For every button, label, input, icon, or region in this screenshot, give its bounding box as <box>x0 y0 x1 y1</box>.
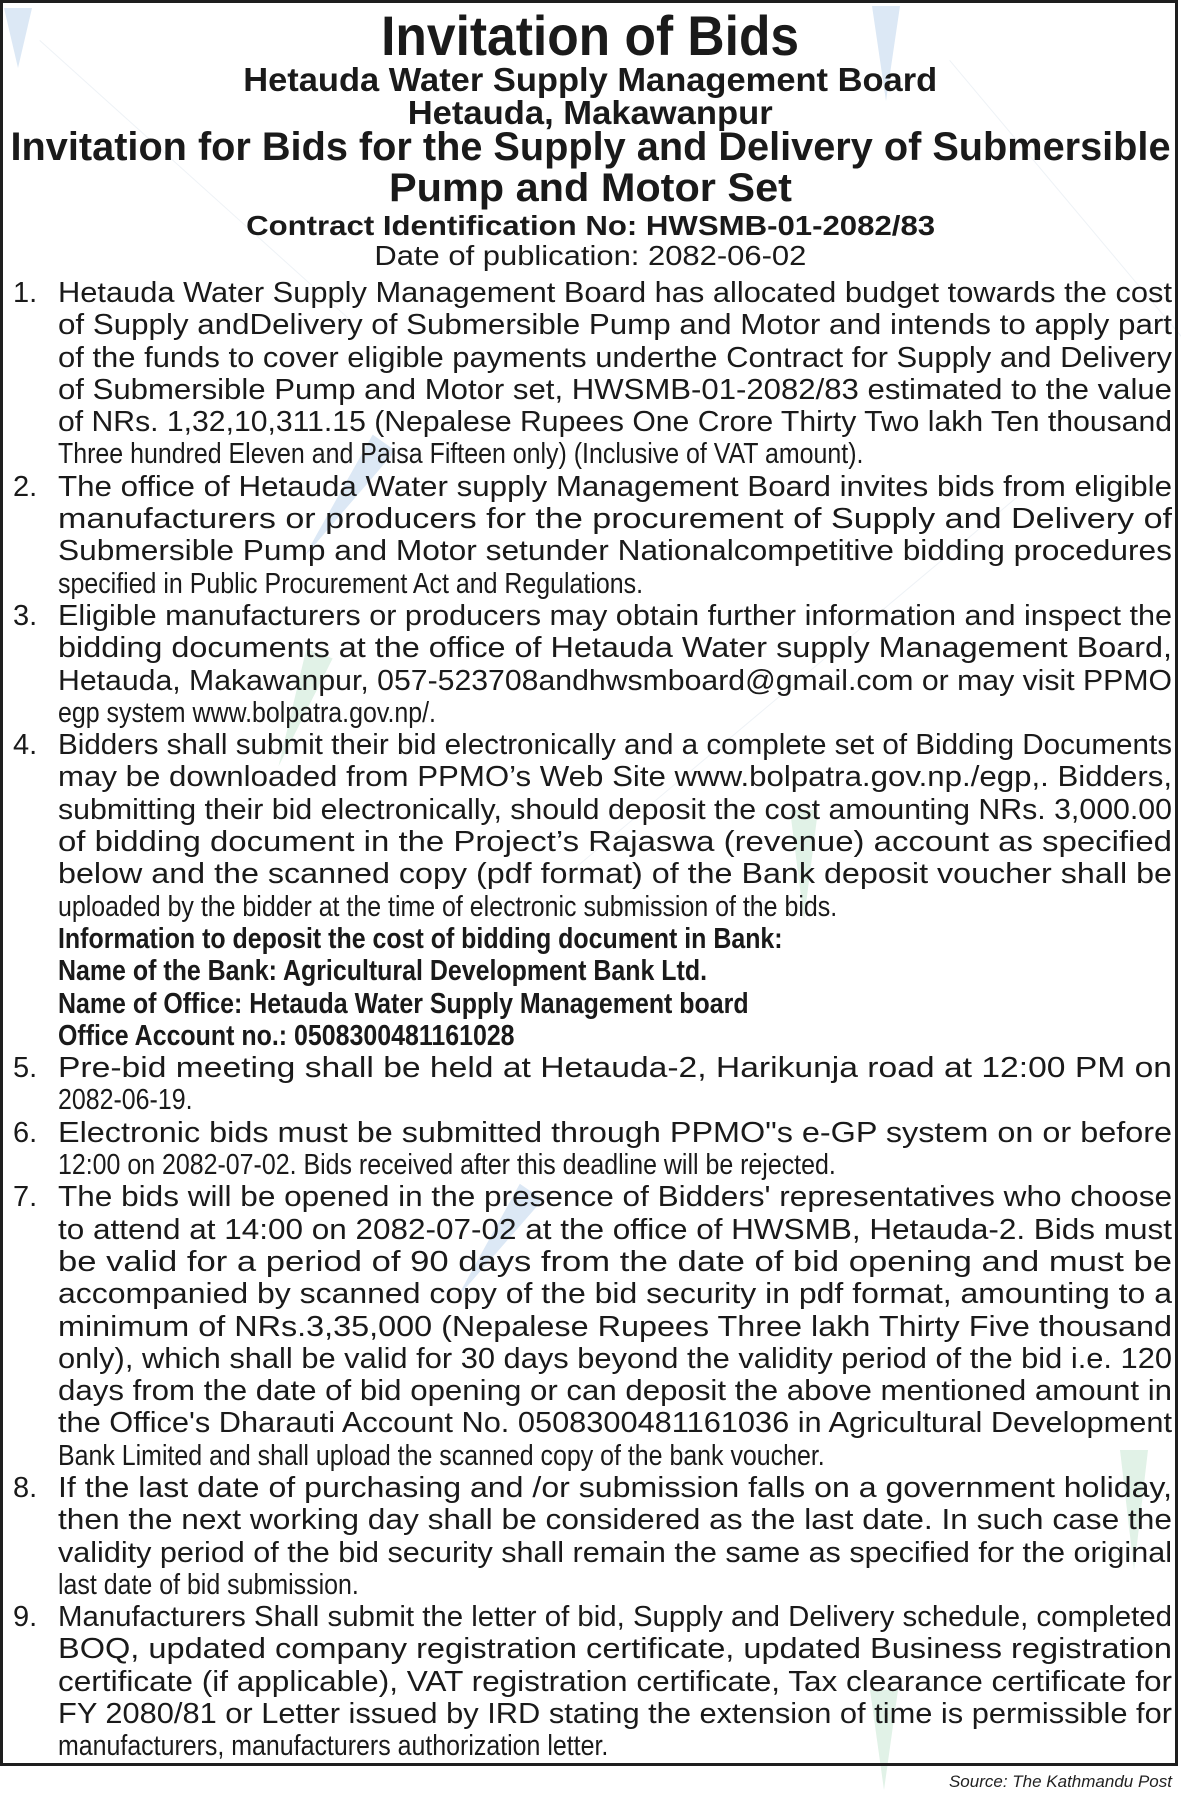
publication-date-text: Date of publication: 2082-06-02 <box>374 240 807 271</box>
item-text-line <box>58 1569 1172 1601</box>
line-text: be valid for a period of 90 days from the date of bid opening and must be <box>58 1245 1172 1278</box>
contract-id <box>0 211 1181 241</box>
item-text-line <box>58 277 1172 309</box>
item-text-line <box>58 1537 1172 1569</box>
line-text: The bids will be opened in the presence of Bidders' representatives who choose <box>58 1181 1172 1214</box>
line-text: to attend at 14:00 on 2082-07-02 at the office of HWSMB, Hetauda-2. Bids must <box>58 1213 1172 1246</box>
item-text-line <box>58 1730 1172 1762</box>
line-text: BOQ, updated company registration certificate, updated Business registration <box>58 1633 1172 1666</box>
line-text: bidding documents at the office of Hetauda Water supply Management Board, <box>58 632 1172 665</box>
headline-line-1-text: Invitation for Bids for the Supply and Delivery of Submersible <box>10 125 1171 169</box>
line-text: Electronic bids must be submitted through PPMO"s e-GP system on or before <box>58 1116 1172 1149</box>
item-number: 3. <box>13 599 38 632</box>
list-item <box>0 600 1181 729</box>
item-text-line <box>58 1504 1172 1536</box>
item-text-line <box>58 503 1172 535</box>
contract-id-text: Contract Identification No: HWSMB-01-2082/83 <box>245 210 935 241</box>
item-text-line <box>58 600 1172 632</box>
line-text: of NRs. 1,32,10,311.15 (Nepalese Rupees One Crore Thirty Two lakh Ten thousand <box>58 406 1172 439</box>
line-text: minimum of NRs.3,35,000 (Nepalese Rupees Three lakh Thirty Five thousand <box>58 1310 1172 1343</box>
item-text-line <box>58 794 1172 826</box>
line-text: egp system www.bolpatra.gov.np/. <box>58 696 436 729</box>
list-item <box>0 1601 1181 1762</box>
item-text-line <box>58 438 1172 470</box>
line-text: Submersible Pump and Motor setunder Nationalcompetitive bidding procedures <box>58 535 1172 568</box>
line-text: Name of the Bank: Agricultural Development Bank Ltd. <box>58 955 708 988</box>
line-text: Information to deposit the cost of bidding document in Bank: <box>58 922 783 955</box>
list-item <box>0 729 1181 1052</box>
line-text: days from the date of bid opening or can deposit the above mentioned amount in <box>58 1375 1172 1408</box>
line-text: Eligible manufacturers or producers may obtain further information and inspect the <box>58 599 1172 632</box>
headline-line-1 <box>0 127 1181 167</box>
line-text: manufacturers or producers for the procurement of Supply and Delivery of <box>58 503 1172 536</box>
line-text: Manufacturers Shall submit the letter of bid, Supply and Delivery schedule, completed <box>58 1601 1172 1634</box>
line-text: below and the scanned copy (pdf format) of the Bank deposit voucher shall be <box>58 858 1172 891</box>
line-text: the Office's Dharauti Account No. 0508300481161036 in Agricultural Development <box>58 1407 1172 1440</box>
bank-info-line <box>58 923 1172 955</box>
line-text: 12:00 on 2082-07-02. Bids received after this deadline will be rejected. <box>58 1149 836 1182</box>
item-number: 1. <box>13 277 38 309</box>
list-item <box>0 1052 1181 1117</box>
item-number: 2. <box>13 470 38 503</box>
line-text: accompanied by scanned copy of the bid security in pdf format, amounting to a <box>58 1278 1172 1311</box>
item-text-line <box>58 1181 1172 1213</box>
bank-info-line <box>58 1020 1172 1052</box>
item-text-line <box>58 1246 1172 1278</box>
line-text: The office of Hetauda Water supply Management Board invites bids from eligible <box>58 470 1172 503</box>
item-text-line <box>58 1214 1172 1246</box>
line-text: may be downloaded from PPMO’s Web Site www.bolpatra.gov.np./egp,. Bidders, <box>58 761 1172 794</box>
item-text-line <box>58 1440 1172 1472</box>
line-text: FY 2080/81 or Letter issued by IRD stating the extension of time is permissible for <box>58 1698 1172 1731</box>
item-text-line <box>58 471 1172 503</box>
line-text: Hetauda, Makawanpur, 057-523708andhwsmboard@gmail.com or may visit PPMO <box>58 664 1172 697</box>
item-number: 7. <box>13 1181 38 1214</box>
line-text: If the last date of purchasing and /or submission falls on a government holiday, <box>58 1471 1172 1504</box>
bank-info-line <box>58 988 1172 1020</box>
line-text: Office Account no.: 0508300481161028 <box>58 1019 515 1052</box>
line-text: of the funds to cover eligible payments underthe Contract for Supply and Delivery <box>58 341 1172 374</box>
item-text-line <box>58 1149 1172 1181</box>
item-text-line <box>58 826 1172 858</box>
notice-title-text: Invitation of Bids <box>381 4 800 67</box>
item-text-line <box>58 535 1172 567</box>
item-number: 5. <box>13 1052 38 1085</box>
item-text-line <box>58 632 1172 664</box>
item-number: 4. <box>13 729 38 762</box>
notice-title <box>0 4 1181 67</box>
organization-name <box>0 63 1181 97</box>
line-text: Pre-bid meeting shall be held at Hetauda-2, Harikunja road at 12:00 PM on <box>58 1052 1172 1085</box>
headline-line-2-text: Pump and Motor Set <box>388 166 792 210</box>
line-text: 2082-06-19. <box>58 1084 193 1117</box>
item-number: 6. <box>13 1116 38 1149</box>
line-text: Name of Office: Hetauda Water Supply Management board <box>58 987 749 1020</box>
line-text: uploaded by the bidder at the time of electronic submission of the bids. <box>58 890 838 923</box>
line-text: of Supply andDelivery of Submersible Pump and Motor and intends to apply part <box>58 309 1172 342</box>
item-text-line <box>58 1375 1172 1407</box>
item-text-line <box>58 697 1172 729</box>
line-text: validity period of the bid security shall remain the same as specified for the original <box>58 1536 1172 1569</box>
list-item <box>0 1181 1181 1472</box>
item-text-line <box>58 891 1172 923</box>
organization-name-text: Hetauda Water Supply Management Board <box>243 61 938 98</box>
line-text: Bidders shall submit their bid electronically and a complete set of Bidding Documents <box>58 729 1172 762</box>
item-text-line <box>58 858 1172 890</box>
item-text-line <box>58 342 1172 374</box>
list-item <box>0 1117 1181 1182</box>
item-text-line <box>58 1117 1172 1149</box>
item-text-line <box>58 761 1172 793</box>
item-text-line <box>58 1407 1172 1439</box>
line-text: Hetauda Water Supply Management Board has allocated budget towards the cost <box>58 277 1172 309</box>
list-item <box>0 471 1181 600</box>
item-text-line <box>58 1084 1172 1116</box>
item-text-line <box>58 665 1172 697</box>
item-text-line <box>58 309 1172 341</box>
item-text-line <box>58 1633 1172 1665</box>
line-text: of bidding document in the Project’s Rajaswa (revenue) account as specified <box>58 826 1172 859</box>
item-text-line <box>58 1666 1172 1698</box>
line-text: Three hundred Eleven and Paisa Fifteen only) (Inclusive of VAT amount). <box>58 438 864 471</box>
line-text: submitting their bid electronically, should deposit the cost amounting NRs. 3,000.00 <box>58 793 1172 826</box>
item-text-line <box>58 1311 1172 1343</box>
item-number: 8. <box>13 1471 38 1504</box>
item-text-line <box>58 374 1172 406</box>
item-text-line <box>58 1601 1172 1633</box>
source-credit: Source: The Kathmandu Post <box>948 1772 1172 1791</box>
item-text-line <box>58 1278 1172 1310</box>
item-text-line <box>58 1698 1172 1730</box>
item-text-line <box>58 1472 1172 1504</box>
line-text: specified in Public Procurement Act and Regulations. <box>58 567 644 600</box>
item-text-line <box>58 1052 1172 1084</box>
line-text: only), which shall be valid for 30 days beyond the validity period of the bid i.e. 120 <box>58 1342 1172 1375</box>
item-text-line <box>58 406 1172 438</box>
list-item <box>0 1472 1181 1601</box>
terms-list <box>0 277 1181 1763</box>
bank-info-line <box>58 955 1172 987</box>
line-text: then the next working day shall be considered as the last date. In such case the <box>58 1504 1172 1537</box>
line-text: Bank Limited and shall upload the scanned copy of the bank voucher. <box>58 1439 825 1472</box>
headline-line-2 <box>0 168 1181 208</box>
item-number: 9. <box>13 1601 38 1634</box>
organization-location-text: Hetauda, Makawanpur <box>407 94 773 131</box>
line-text: last date of bid submission. <box>58 1568 359 1601</box>
line-text: certificate (if applicable), VAT registration certificate, Tax clearance certificate for <box>58 1665 1172 1698</box>
item-text-line <box>58 1343 1172 1375</box>
line-text: manufacturers, manufacturers authorization letter. <box>58 1730 609 1763</box>
publication-date <box>0 241 1181 271</box>
line-text: of Submersible Pump and Motor set, HWSMB-01-2082/83 estimated to the value <box>58 373 1172 406</box>
item-text-line <box>58 568 1172 600</box>
item-text-line <box>58 729 1172 761</box>
list-item <box>0 277 1181 471</box>
